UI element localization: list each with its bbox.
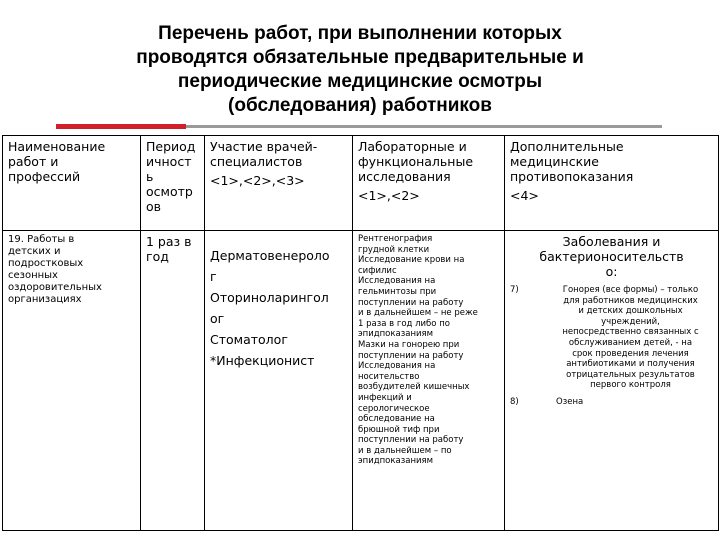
- cell-tests: Рентгенография грудной клетки Исследование крови на сифилис Исследования на гельминтозы при поступлении на работу и в дальнейшем – не реже 1 раза в год либо по эпидпоказаниям Мазки на гонорею при поступлении на работу Исследования на носительство возбудителей кишечных инфекций и серологическое обследование на брюшной тиф при поступлении на работу и в дальнейшем – по эпидпоказаниям: [353, 231, 505, 531]
- header-work: Наименование работ и профессий: [3, 136, 141, 231]
- title-line: Перечень работ, при выполнении которых: [158, 23, 562, 44]
- work-list-table: [2, 135, 719, 531]
- cell-period: 1 раз в год: [141, 231, 205, 531]
- contra-lead: Заболевания и бактерионосительств о:: [539, 234, 684, 279]
- header-period: Период ичност ь осмотр ов: [141, 136, 205, 231]
- title-line: периодические медицинские осмотры: [177, 71, 543, 92]
- page-title: [60, 22, 660, 118]
- table-header-row: [3, 136, 719, 231]
- cell-contraindications: [505, 231, 719, 531]
- accent-bar: [56, 124, 186, 129]
- cell-work: 19. Работы в детских и подростковых сезонных оздоровительных организациях: [3, 231, 141, 531]
- title-line: проводятся обязательные предварительные и: [136, 47, 584, 68]
- cell-doctors: Дерматовенероло г Оториноларингол ог Стоматолог *Инфекционист: [205, 231, 353, 531]
- table-row: [3, 231, 719, 531]
- contra-item: 8) Озена: [510, 396, 584, 407]
- header-tests: Лабораторные и функциональные исследования <1>,<2>: [353, 136, 505, 231]
- title-line: (обследования) работников: [228, 95, 492, 116]
- header-contraindications: Дополнительные медицинские противопоказания <4>: [505, 136, 719, 231]
- rule-bar: [186, 125, 662, 128]
- header-doctors: Участие врачей- специалистов <1>,<2>,<3>: [205, 136, 353, 231]
- contra-item: 7) Гонорея (все формы) – только для работников медицинских и детских дошкольных учреждений, непосредственно связанных с обслуживанием детей, - на срок проведения лечения антибиотиками и получения отрицательных результатов первого контроля: [510, 285, 699, 391]
